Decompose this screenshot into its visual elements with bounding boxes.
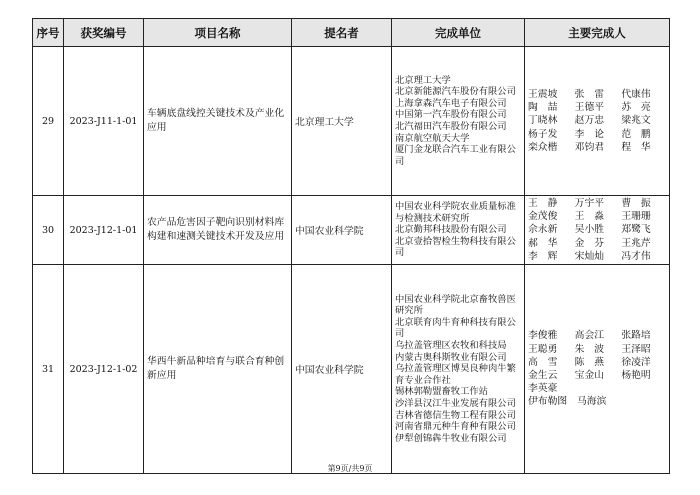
person-name: 冯才伟 [621, 250, 651, 262]
header-nominator: 提名者 [292, 19, 392, 47]
unit-item: 北京壹拾智检生物科技有限公司 [395, 235, 516, 259]
person-name: 郝 华 [528, 237, 558, 249]
unit-item: 北京理工大学 [395, 74, 451, 86]
person-name: 王震坡 [528, 88, 558, 100]
cell-seq: 29 [33, 47, 64, 196]
person-name: 高 雪 [528, 356, 558, 368]
unit-item: 河南省鼎元种牛育种有限公司 [395, 421, 516, 433]
table-row [33, 265, 670, 474]
unit-item: 北京联育肉牛育种科技有限公司 [395, 316, 516, 340]
person-name: 王 静 [528, 197, 558, 209]
cell-people [525, 47, 670, 196]
person-name: 王 淼 [574, 211, 605, 223]
person-name: 万宇平 [574, 197, 605, 209]
person-name: 邓钧君 [574, 141, 605, 153]
person-name: 金茂俊 [528, 211, 558, 223]
person-name: 金生云 [528, 370, 558, 381]
person-name: 陶 喆 [528, 102, 558, 114]
unit-item: 厦门金龙联合汽车工业有限公司 [395, 144, 516, 167]
cell-award-code: 2023-J12-1-02 [64, 265, 144, 474]
unit-item: 北京勤邦科技股份有限公司 [395, 224, 507, 236]
unit-item: 北京新能源汽车股份有限公司 [395, 86, 516, 98]
person-name: 王泽昭 [621, 343, 651, 355]
cell-nominator: 中国农业科学院 [292, 265, 392, 474]
person-name: 宝金山 [574, 370, 605, 381]
unit-item: 伊犁创锦犇牛牧业有限公司 [395, 432, 507, 444]
person-name: 程 华 [621, 141, 651, 153]
cell-people [525, 196, 670, 265]
people-grid [528, 329, 666, 408]
person-name: 金 芬 [574, 237, 605, 249]
person-name: 李 论 [574, 128, 605, 140]
unit-item: 锡林郭勒盟畜牧工作站 [395, 386, 488, 398]
header-units: 完成单位 [392, 19, 525, 47]
person-name: 李英豪 [528, 383, 558, 395]
header-name: 项目名称 [144, 19, 292, 47]
person-name: 代康伟 [621, 88, 651, 100]
unit-item: 北汽福田汽车股份有限公司 [395, 121, 507, 132]
awards-table [32, 18, 670, 474]
person-name: 杨子发 [528, 128, 558, 140]
person-name: 李俊雅 [528, 330, 558, 342]
person-name: 伊布勒图 马海滨 [528, 396, 607, 408]
person-name: 王德平 [574, 102, 605, 114]
cell-nominator: 中国农业科学院 [292, 196, 392, 265]
cell-nominator: 北京理工大学 [292, 47, 392, 196]
person-name: 高会江 [574, 330, 605, 342]
document-page [32, 18, 669, 474]
person-name: 吴小胜 [574, 224, 605, 236]
unit-item: 吉林省德信生物工程有限公司 [395, 409, 516, 421]
unit-item: 南京航空航天大学 [395, 132, 470, 144]
person-name: 陈 燕 [574, 356, 605, 368]
person-name: 杨艳明 [621, 370, 651, 381]
person-name: 王聪勇 [528, 343, 558, 355]
unit-item: 中国农业科学院农业质量标准与检测技术研究所 [395, 201, 516, 224]
unit-item: 乌拉盖管理区博昊良种肉牛繁育专业合作社 [395, 363, 516, 386]
person-name: 栾众楷 [528, 141, 558, 153]
person-name: 王兆芹 [621, 237, 651, 249]
table-row [33, 47, 670, 196]
person-name: 张路培 [621, 330, 651, 342]
table-row [33, 196, 670, 265]
person-name: 丁晓林 [528, 115, 558, 127]
cell-units [392, 47, 525, 196]
cell-seq: 30 [33, 196, 64, 265]
unit-item: 中国农业科学院北京畜牧兽医研究所 [395, 293, 516, 317]
person-name: 徐凌洋 [621, 356, 651, 368]
cell-project-name: 车辆底盘线控关键技术及产业化应用 [144, 47, 292, 196]
person-name: 郑鹭飞 [621, 224, 651, 236]
person-name: 李 辉 [528, 250, 558, 262]
unit-item: 沙洋县汉江牛业发展有限公司 [395, 397, 516, 409]
unit-item: 上海拿森汽车电子有限公司 [395, 97, 507, 109]
cell-award-code: 2023-J12-1-01 [64, 196, 144, 265]
person-name: 曹 振 [621, 197, 651, 209]
person-name: 佘永新 [528, 224, 558, 236]
unit-item: 内蒙古奥科斯牧业有限公司 [395, 351, 507, 363]
people-grid [528, 88, 666, 154]
header-people: 主要完成人 [525, 19, 670, 47]
unit-item: 中国第一汽车股份有限公司 [395, 109, 507, 121]
table-header-row [33, 19, 670, 47]
person-name: 苏 亮 [621, 102, 651, 114]
cell-project-name: 农产品危害因子靶向识别材料库构建和速测关键技术开发及应用 [144, 196, 292, 265]
cell-units [392, 196, 525, 265]
person-name: 王珊珊 [621, 211, 651, 223]
cell-units [392, 265, 525, 474]
cell-award-code: 2023-J11-1-01 [64, 47, 144, 196]
people-grid [528, 197, 666, 263]
person-name: 朱 波 [574, 343, 605, 355]
cell-seq: 31 [33, 265, 64, 474]
header-seq: 序号 [33, 19, 64, 47]
person-name: 范 鹏 [621, 128, 651, 140]
unit-item: 乌拉盖管理区农牧和科技局 [395, 340, 507, 352]
person-name: 宋灿灿 [574, 250, 605, 262]
cell-project-name: 华西牛新品种培育与联合育种创新应用 [144, 265, 292, 474]
page-number: 第9页/共9页 [327, 464, 373, 473]
cell-people [525, 265, 670, 474]
person-name: 梁兆文 [621, 115, 651, 127]
person-name: 张 雷 [574, 88, 605, 100]
person-name: 赵万忠 [574, 115, 605, 127]
header-code: 获奖编号 [64, 19, 144, 47]
table-body [33, 47, 670, 474]
